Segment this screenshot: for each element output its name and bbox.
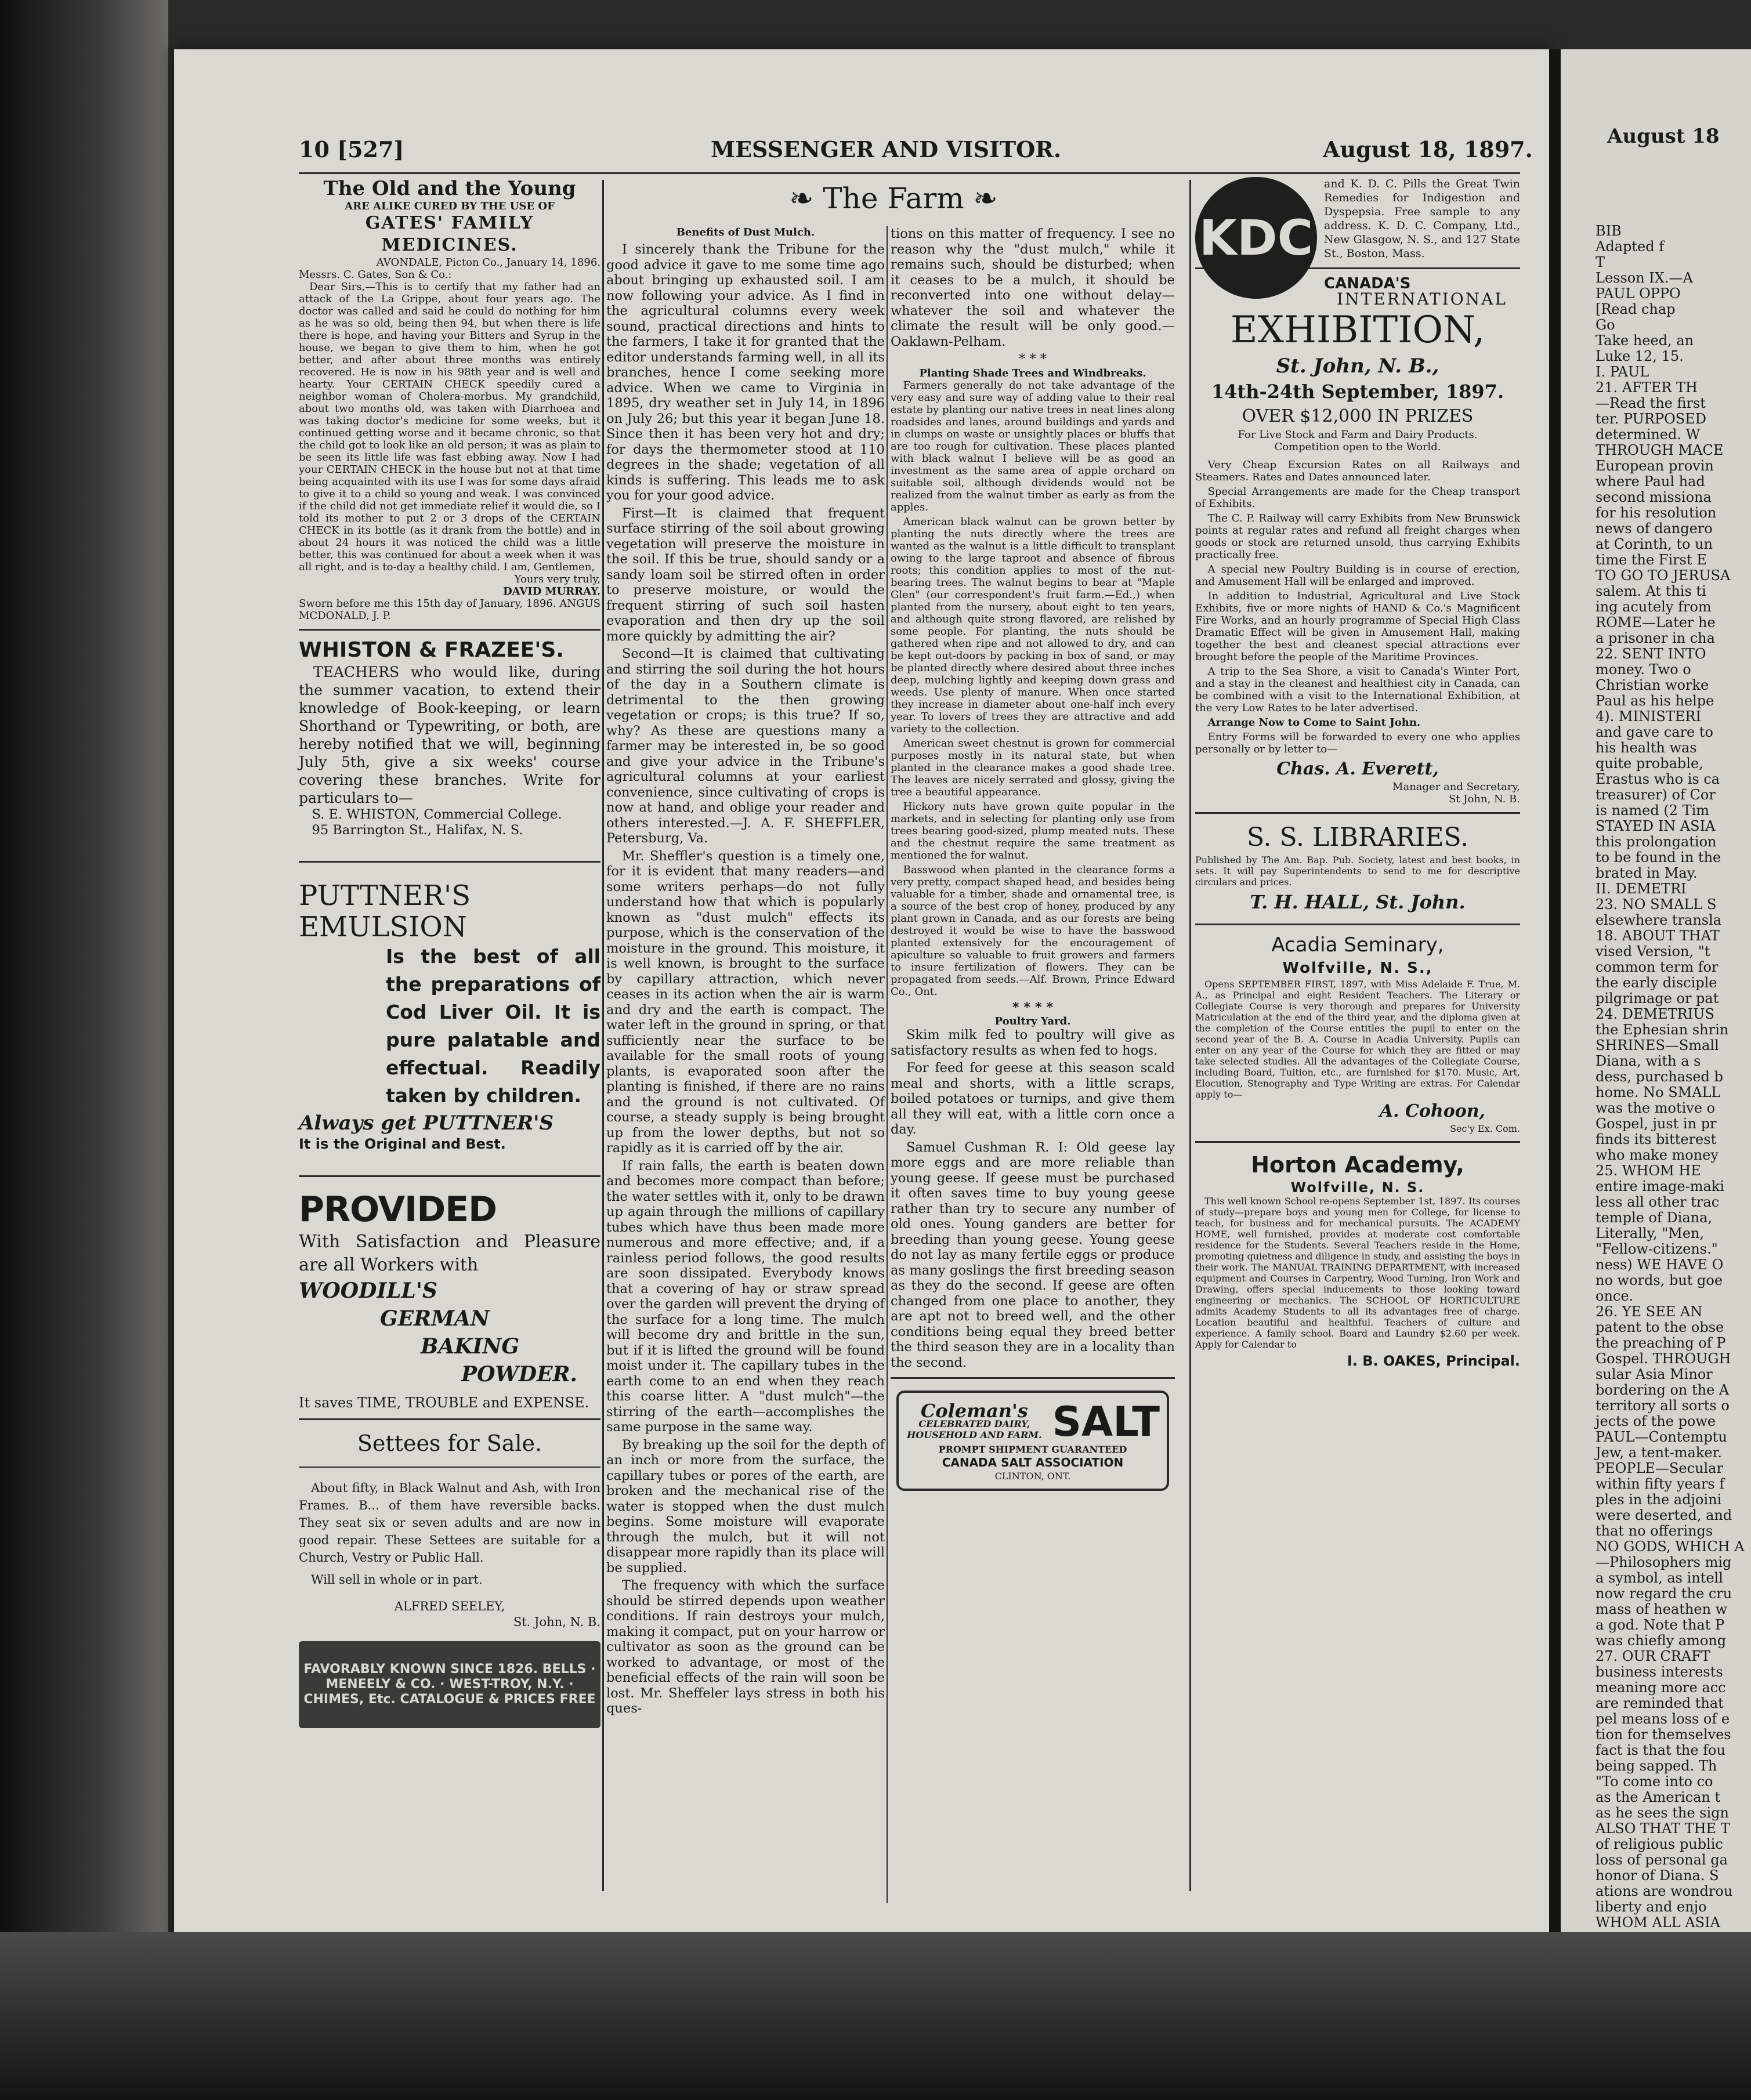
article-paragraph: By breaking up the soil for the depth of an inch or more from the surface, the capillary tubes or pores of the earth, are broken and the mechanical rise of the water is stopped when the dust mulch begins. Some moisture will evaporate through the mulch, but it will not disappear more rapidly than its place will be supplied. bbox=[606, 1437, 885, 1576]
next-page-line: the Ephesian shrin bbox=[1596, 1022, 1729, 1038]
next-page-line: of religious public bbox=[1596, 1836, 1723, 1852]
everett-place: St John, N. B. bbox=[1449, 793, 1520, 805]
next-page-line: Take heed, an bbox=[1596, 332, 1694, 349]
farm-heading-text: The Farm bbox=[823, 182, 964, 215]
next-page-line: II. DEMETRI bbox=[1596, 881, 1687, 897]
next-page-line: STAYED IN ASIA bbox=[1596, 818, 1716, 834]
next-page-line: the preaching of P bbox=[1596, 1335, 1726, 1351]
page-gutter bbox=[1549, 49, 1561, 1943]
horton-place: Wolfville, N. S. bbox=[1290, 1179, 1425, 1196]
salt-prompt: PROMPT SHIPMENT GUARANTEED bbox=[938, 1444, 1127, 1455]
next-page-line: that no offerings bbox=[1596, 1523, 1713, 1539]
next-page-line: pilgrimage or pat bbox=[1596, 990, 1719, 1006]
article-paragraph: Samuel Cushman R. I: Old geese lay more eggs and are more reliable than young geese. If geese must be purchased it often saves time to buy young geese rather than try to secure any number of old ones. Young ganders are better for breeding than young geese. Young geese do not lay as many fertile eggs or produce as many goslings the first breeding season as they do the second. If geese are often changed from one place to another, they are apt not to breed well, and the other conditions being equal they breed better the third season they are in a locality than the second. bbox=[891, 1139, 1175, 1370]
gates-signoff: Yours very truly, bbox=[514, 573, 600, 585]
everett-name: Chas. A. Everett, bbox=[1276, 759, 1439, 779]
salt-place: CLINTON, ONT. bbox=[994, 1470, 1071, 1482]
everett-role: Manager and Secretary, bbox=[1392, 781, 1520, 793]
header-rule bbox=[299, 172, 1520, 174]
newspaper-page bbox=[174, 49, 1549, 1943]
puttner-ad bbox=[299, 880, 600, 1152]
next-page-line: meaning more acc bbox=[1596, 1679, 1726, 1696]
column-shade-trees bbox=[891, 226, 1175, 1906]
next-page-line: Jew, a tent-maker. bbox=[1596, 1444, 1723, 1461]
next-page-line: 25. WHOM HE bbox=[1596, 1163, 1701, 1179]
article-paragraph: Second—It is claimed that cultivating and stirring the soil during the hot hours of the day in a Southern climate is detrimental to the then growing vegetation or crops; is this true? If so, why? As these are questions many a farmer may be interested in, be so good and give your advice in the Tribune's agricultural columns at your earliest convenience, since cultivating of crops is now at hand, and oblige your reader and others interested.—J. A. F. SHEFFLER, Petersburg, Va. bbox=[606, 646, 885, 846]
exhibition-for-live: For Live Stock and Farm and Dairy Products. bbox=[1238, 429, 1478, 441]
poultry-title: Poultry Yard. bbox=[994, 1015, 1071, 1027]
ss-libraries-title: S. S. LIBRARIES. bbox=[1246, 823, 1469, 852]
hall-signature: T. H. HALL, St. John. bbox=[1250, 891, 1466, 913]
kdc-text: and K. D. C. Pills the Great Twin Remedies for Indigestion and Dyspepsia. Free sample to any address. K. D. C. Company, Ltd., New Glasgow, N. S., and 127 State St., Boston, Mass. bbox=[1324, 178, 1520, 260]
cohoon-name: A. Cohoon, bbox=[1379, 1101, 1485, 1121]
exhibition-international: INTERNATIONAL bbox=[1337, 289, 1507, 309]
next-page-line: who make money bbox=[1596, 1147, 1719, 1163]
next-page-line: Diana, with a s bbox=[1596, 1053, 1701, 1069]
woodill: WOODILL'S bbox=[299, 1278, 437, 1303]
settees-title: Settees for Sale. bbox=[357, 1430, 542, 1456]
article-paragraph: Mr. Sheffler's question is a timely one, for it is evident that many readers—and some writers perhaps—do not fully understand how that which is popularly known as "dust mulch" effects its purpose, which is the conservation of the moisture in the ground. This moisture, it is well known, is brought to the surface by capillary attraction, which never ceases in its action when the air is warm and dry and the earth is compact. The water left in the ground in spring, or that sufficiently near the surface to be available for the small roots of young plants, is evaporated soon after the planting is finished, if there are no rains and the ground is not cultivated. Of course, a steady supply is being brought up from the lower depths, but not so rapidly as it is carried off by the air. bbox=[606, 848, 885, 1156]
next-page-line: —Philosophers mig bbox=[1596, 1554, 1732, 1570]
article-paragraph: For feed for geese at this season scald meal and shorts, with a little scraps, boiled potatoes or turnips, and give them all they will eat, with a little corn once a day. bbox=[891, 1060, 1175, 1137]
next-page-line: ALSO THAT THE T bbox=[1596, 1820, 1730, 1837]
next-page-line: loss of personal ga bbox=[1596, 1852, 1728, 1868]
gates-sworn: Sworn before me this 15th day of January, 1896. ANGUS MCDONALD, J. P. bbox=[299, 598, 600, 622]
next-page-line: as the American t bbox=[1596, 1789, 1721, 1805]
next-page-line: treasurer) of Cor bbox=[1596, 787, 1716, 803]
next-page-line: —Read the first bbox=[1596, 395, 1706, 411]
article-paragraph: tions on this matter of frequency. I see no reason why the "dust mulch," while it remains such, should be disturbed; when it ceases to be a mulch, it should be reconverted into one without delay—whatever the soil and whatever the climate the result will be only good.—Oaklawn-Pelham. bbox=[891, 226, 1175, 349]
fleuron-icon: ❧ bbox=[964, 182, 998, 215]
whiston-sign2: 95 Barrington St., Halifax, N. S. bbox=[312, 822, 523, 838]
powder: POWDER. bbox=[461, 1362, 577, 1386]
puttner-title-2: EMULSION bbox=[299, 911, 467, 943]
next-page-line: now regard the cru bbox=[1596, 1585, 1732, 1602]
next-page-line: bordering on the A bbox=[1596, 1382, 1730, 1398]
column-rule-3 bbox=[1189, 180, 1191, 1891]
divider bbox=[299, 1418, 600, 1420]
next-page-line: this prolongation bbox=[1596, 834, 1717, 850]
next-page-line: ness) WE HAVE O bbox=[1596, 1257, 1724, 1273]
next-page-line: WHOM ALL ASIA bbox=[1596, 1914, 1720, 1931]
provided-body: With Satisfaction and Pleasure are all Workers with bbox=[299, 1231, 600, 1275]
next-page-line: his health was bbox=[1596, 740, 1697, 756]
next-page-line: ples in the adjoini bbox=[1596, 1491, 1722, 1508]
next-page-line: Go bbox=[1596, 317, 1615, 333]
next-page-line: business interests bbox=[1596, 1664, 1723, 1680]
article-paragraph: American sweet chestnut is grown for commercial purposes mostly in its natural state, but when planted in the clearance makes a good shade tree. The leaves are nicely serrated and glossy, giving the tree a beautiful appearance. bbox=[891, 737, 1175, 798]
next-page-line: was chiefly among bbox=[1596, 1632, 1727, 1649]
divider bbox=[1195, 812, 1520, 814]
next-page-line: tion for themselves bbox=[1596, 1726, 1731, 1743]
next-page-line: Erastus who is ca bbox=[1596, 771, 1720, 787]
next-page-line: Literally, "Men, bbox=[1596, 1225, 1705, 1241]
next-page-line: determined. W bbox=[1596, 426, 1701, 443]
gates-title: The Old and the Young bbox=[323, 177, 576, 200]
gates-addressee: Messrs. C. Gates, Son & Co.: bbox=[299, 269, 452, 281]
gates-subtitle: ARE ALIKE CURED BY THE USE OF bbox=[345, 200, 555, 212]
next-page-line: to be found in the bbox=[1596, 849, 1721, 866]
next-page-line: 24. DEMETRIUS bbox=[1596, 1006, 1714, 1022]
kdc-logo: KDC bbox=[1195, 177, 1317, 299]
next-page-line: time the First E bbox=[1596, 552, 1707, 568]
exhibition-dates: 14th-24th September, 1897. bbox=[1211, 381, 1504, 403]
next-page-line: vised Version, "t bbox=[1596, 943, 1710, 960]
next-page-line: 26. YE SEE AN bbox=[1596, 1304, 1703, 1320]
provided-title: PROVIDED bbox=[299, 1189, 497, 1230]
gates-name: GATES' FAMILY MEDICINES. bbox=[365, 213, 534, 255]
next-page-line: elsewhere transla bbox=[1596, 912, 1722, 928]
next-page-line: [Read chap bbox=[1596, 301, 1676, 317]
salt-sub: CELEBRATED DAIRY, HOUSEHOLD AND FARM. bbox=[907, 1418, 1042, 1441]
column-rule-2 bbox=[887, 226, 888, 1903]
page-number: 10 [527] bbox=[299, 136, 404, 162]
next-page-line: was the motive o bbox=[1596, 1100, 1716, 1116]
next-page-line: jects of the powe bbox=[1596, 1413, 1716, 1429]
next-page-line: the early disciple bbox=[1596, 975, 1717, 991]
german: GERMAN bbox=[380, 1306, 490, 1331]
horton-title: Horton Academy, bbox=[1251, 1152, 1464, 1178]
next-page-line: ations are wondrou bbox=[1596, 1883, 1733, 1899]
settees-sign2: St. John, N. B. bbox=[513, 1614, 600, 1629]
next-page-line: Christian worke bbox=[1596, 677, 1709, 693]
next-page-line: is named (2 Tim bbox=[1596, 802, 1710, 819]
divider bbox=[299, 861, 600, 863]
next-page-line: once. bbox=[1596, 1288, 1634, 1304]
article-paragraph: Skim milk fed to poultry will give as satisfactory results as when fed to hogs. bbox=[891, 1027, 1175, 1058]
next-page-line: at Corinth, to un bbox=[1596, 536, 1713, 552]
column-advertisements-left bbox=[299, 177, 600, 1906]
puttner-always: Always get PUTTNER'S bbox=[299, 1111, 554, 1135]
next-page-line: Gospel, just in pr bbox=[1596, 1116, 1717, 1132]
exhibition-place: St. John, N. B., bbox=[1276, 354, 1439, 378]
next-page-line: Gospel. THROUGH bbox=[1596, 1350, 1731, 1367]
shade-trees-title: Planting Shade Trees and Windbreaks. bbox=[919, 367, 1146, 379]
next-page-line: salem. At this ti bbox=[1596, 583, 1706, 599]
next-page-line: second missiona bbox=[1596, 489, 1712, 505]
next-page-line: a god. Note that P bbox=[1596, 1617, 1725, 1633]
exhibition-paragraph: A special new Poultry Building is in course of erection, and Amusement Hall will be enlarged and improved. bbox=[1195, 563, 1520, 588]
whiston-title: WHISTON & FRAZEE'S. bbox=[299, 638, 564, 662]
divider bbox=[299, 629, 600, 631]
exhibition-paragraph: Special Arrangements are made for the Cheap transport of Exhibits. bbox=[1195, 486, 1520, 510]
baking: BAKING bbox=[421, 1334, 520, 1359]
kdc-ad bbox=[1195, 177, 1520, 266]
next-page-line: brated in May. bbox=[1596, 865, 1698, 881]
article-paragraph: First—It is claimed that frequent surface stirring of the soil about growing vegetation will preserve the moisture in the soil. If this be true, should sandy or a sandy loam soil be stirred often in order to preserve moisture, or would the frequent stirring of such soil hasten evaporation and then dry up the soil more quickly by admitting the air? bbox=[606, 505, 885, 644]
salt-brand: Coleman's bbox=[920, 1399, 1028, 1422]
dust-mulch-title: Benefits of Dust Mulch. bbox=[676, 226, 815, 238]
column-dust-mulch bbox=[606, 226, 885, 1906]
next-page-line: T bbox=[1596, 254, 1605, 270]
acadia-title: Acadia Seminary, bbox=[1271, 933, 1444, 957]
masthead: MESSENGER AND VISITOR. bbox=[711, 136, 1062, 162]
exhibition-paragraph: Entry Forms will be forwarded to every one who applies personally or by letter to— bbox=[1195, 731, 1520, 755]
next-page-line: money. Two o bbox=[1596, 661, 1691, 678]
exhibition-competition: Competition open to the World. bbox=[1274, 441, 1441, 453]
next-page-line: quite probable, bbox=[1596, 755, 1703, 772]
divider bbox=[1195, 1141, 1520, 1143]
whiston-body: TEACHERS who would like, during the summer vacation, to extend their knowledge of Book-keeping, or learn Shorthand or Typewriting, or both, are hereby notified that we will, beginning July 5th, give a six weeks' course covering these branches. Write for particulars to— bbox=[299, 664, 600, 806]
next-page-line: where Paul had bbox=[1596, 473, 1705, 490]
next-page-line: mass of heathen w bbox=[1596, 1601, 1728, 1617]
next-page-line: PEOPLE—Secular bbox=[1596, 1460, 1723, 1476]
section-stars: * * * * bbox=[1012, 1000, 1054, 1015]
next-page-line: were deserted, and bbox=[1596, 1507, 1732, 1523]
salt-ad bbox=[896, 1391, 1169, 1491]
oakes-signature: I. B. OAKES, Principal. bbox=[1347, 1352, 1520, 1369]
next-page-line: THROUGH MACE bbox=[1596, 442, 1724, 458]
next-page-line: 18. ABOUT THAT bbox=[1596, 928, 1720, 944]
article-paragraph: Basswood when planted in the clearance forms a very pretty, compact shaped head, and besides being valuable for a timber, shade and ornamental tree, is a source of the best crop of honey, produced by any plant grown in Canada, and as our forests are being destroyed it would be wise to have the basswood planted extensively for the encouragement of apiculture so valuable to fruit growers and farmers to insure fertilization of flowers. They can be propagated from seeds.—Alf. Brown, Prince Edward Co., Ont. bbox=[891, 863, 1175, 998]
next-page-line: TO GO TO JERUSA bbox=[1596, 567, 1731, 584]
article-paragraph: Hickory nuts have grown quite popular in the markets, and in selecting for planting only use from trees bearing good-sized, plump meated nuts. These and the chestnut require the same treatment as mentioned the for walnut. bbox=[891, 800, 1175, 861]
next-page-line: home. No SMALL bbox=[1596, 1084, 1721, 1100]
article-paragraph: If rain falls, the earth is beaten down and becomes more compact than before; the water settles with it, only to be drawn up again through the millions of capillary tubes which have thus been made more numerous and more effective; and, if a rainless period follows, the good results are soon dissipated. Everybody knows that a covering of hay or straw spread over the garden will prevent the drying of the surface for a long time. The mulch will become dry and brittle in the sun, but if it is lifted the ground will be found moist under it. The capillary tubes in the earth come to an end when they reach this coarse litter. A "dust mulch"—the stirring of the earth—accomplishes the same purpose in the same way. bbox=[606, 1158, 885, 1435]
next-page-line: PAUL OPPO bbox=[1596, 285, 1681, 302]
acadia-place: Wolfville, N. S., bbox=[1282, 960, 1433, 977]
article-paragraph: Farmers generally do not take advantage of the very easy and sure way of adding value to their real estate by planting our native trees in neat lines along roadsides and lanes, around buildings and yards and in clumps on waste or unsightly places or bluffs that are too rough for cultivation. These places planted with black walnut I believe will be as good an investment as the same area of apple orchard on suitable soil, although dividends would not be realized from the walnut timber as early as from the apples. bbox=[891, 379, 1175, 513]
fleuron-icon: ❧ bbox=[789, 182, 823, 215]
next-page-line: NO GODS, WHICH A bbox=[1596, 1538, 1745, 1555]
exhibition-paragraph: The C. P. Railway will carry Exhibits from New Brunswick points at regular rates and refund all freight charges when goods or stock are returned unsold, thus carrying Exhibits practically free. bbox=[1195, 512, 1520, 561]
next-page-line: 22. SENT INTO bbox=[1596, 646, 1706, 662]
next-page-line: Adapted f bbox=[1596, 238, 1665, 255]
next-page-line: 23. NO SMALL S bbox=[1596, 896, 1717, 913]
next-page-line: a symbol, as intell bbox=[1596, 1570, 1723, 1586]
next-page-line: liberty and enjo bbox=[1596, 1899, 1707, 1915]
divider bbox=[299, 1467, 600, 1468]
divider bbox=[891, 1377, 1175, 1379]
next-page-line: sular Asia Minor bbox=[1596, 1366, 1713, 1382]
exhibition-title: EXHIBITION, bbox=[1230, 309, 1485, 352]
next-page-line: "Fellow-citizens." bbox=[1596, 1241, 1718, 1257]
next-page-line: for his resolution bbox=[1596, 505, 1717, 521]
scan-border-bottom bbox=[0, 1932, 1751, 2100]
next-page-line: 21. AFTER TH bbox=[1596, 379, 1698, 396]
next-page-column bbox=[1596, 223, 1751, 1940]
farm-section-heading bbox=[606, 180, 1181, 217]
column-advertisements-right bbox=[1195, 177, 1520, 1906]
column-rule-1 bbox=[602, 180, 604, 1891]
next-page-line: ing acutely from bbox=[1596, 599, 1712, 615]
exhibition-canada: CANADA'S bbox=[1324, 275, 1411, 292]
next-page-line: Lesson IX.—A bbox=[1596, 270, 1693, 286]
next-page-line: within fifty years f bbox=[1596, 1476, 1725, 1492]
next-page-line: Paul as his helpe bbox=[1596, 693, 1714, 709]
next-page-line: patent to the obse bbox=[1596, 1319, 1724, 1335]
cohoon-role: Sec'y Ex. Com. bbox=[1450, 1123, 1520, 1134]
settees-sell: Will sell in whole or in part. bbox=[311, 1572, 483, 1587]
next-page-line: fact is that the fou bbox=[1596, 1742, 1725, 1758]
puttner-body: Is the best of all the preparations of Cod Liver Oil. It is pure palatable and effectual. Readily taken by children. bbox=[386, 945, 600, 1107]
gates-dateline: AVONDALE, Picton Co., January 14, 1896. bbox=[376, 256, 600, 269]
puttner-title-1: PUTTNER'S bbox=[299, 879, 471, 912]
next-page-line: as he sees the sign bbox=[1596, 1805, 1729, 1821]
next-page-line: territory all sorts o bbox=[1596, 1397, 1730, 1414]
salt-word: SALT bbox=[1052, 1398, 1160, 1446]
next-page-line: being sapped. Th bbox=[1596, 1758, 1717, 1774]
next-page-line: temple of Diana, bbox=[1596, 1210, 1713, 1226]
next-page-line: BIB bbox=[1596, 223, 1622, 239]
ss-libraries-body: Published by The Am. Bap. Pub. Society, latest and best books, in sets. It will pay Superintendents to send to me for descriptive circulars and prices. bbox=[1195, 855, 1520, 888]
next-page-line: I. PAUL bbox=[1596, 364, 1649, 380]
next-page-line: finds its bitterest bbox=[1596, 1131, 1717, 1147]
next-page-line: PAUL—Contemptu bbox=[1596, 1429, 1727, 1445]
salt-association: CANADA SALT ASSOCIATION bbox=[942, 1455, 1124, 1469]
exhibition-prizes: OVER $12,000 IN PRIZES bbox=[1242, 406, 1474, 426]
exhibition-paragraph: A trip to the Sea Shore, a visit to Canada's Winter Port, and a stay in the cleanest and healthiest city in Canada, can be combined with a visit to the International Exhibition, at the very Low Rates to be later advertised. bbox=[1195, 665, 1520, 714]
next-page-line: entire image-maki bbox=[1596, 1178, 1724, 1194]
next-page-line: no words, but goe bbox=[1596, 1272, 1723, 1288]
provided-saves: It saves TIME, TROUBLE and EXPENSE. bbox=[299, 1394, 589, 1411]
next-page-line: dess, purchased b bbox=[1596, 1069, 1723, 1085]
next-page-line: SHRINES—Small bbox=[1596, 1037, 1719, 1053]
adjacent-page bbox=[1561, 49, 1751, 1943]
next-page-line: a prisoner in cha bbox=[1596, 630, 1715, 646]
section-stars: * * * bbox=[1018, 352, 1047, 367]
next-page-line: common term for bbox=[1596, 959, 1719, 975]
next-page-line: "To come into co bbox=[1596, 1773, 1713, 1790]
exhibition-paragraph: In addition to Industrial, Agricultural and Live Stock Exhibits, five or more nights of HAND & Co.'s Magnificent Fire Works, and an hourly programme of Special High Class Dramatic Effect will be given in Amusement Hall, making together the best and cleanest special attractions ever brought before the people of the Maritime Provinces. bbox=[1195, 590, 1520, 663]
next-page-line: honor of Diana. S bbox=[1596, 1867, 1719, 1884]
article-paragraph: American black walnut can be grown better by planting the nuts directly where the trees are wanted as the walnut is a little difficult to transplant owing to the large taproot and absence of fibrous roots; this condition applies to most of the nut-bearing trees. The walnut begins to bear at "Maple Glen" (our correspondent's fruit farm.—Ed.,) when planted from the nursery, about eight to ten years, and although quite strong flavored, are relished by some people. For planting, the nuts should be gathered when ripe and not allowed to dry, and can be kept out-doors by packing in box of sand, or may be planted directly where desired about three inches deep, mulching lightly and keeping down grass and weeds. Use plenty of manure. When once started they increase in diameter about one-half inch every year. To lovers of trees they are attractive and add variety to the collection. bbox=[891, 515, 1175, 735]
puttner-original: It is the Original and Best. bbox=[299, 1136, 506, 1152]
next-page-line: 27. OUR CRAFT bbox=[1596, 1648, 1710, 1664]
settees-body: About fifty, in Black Walnut and Ash, with Iron Frames. B... of them have reversible backs. They seat six or seven adults and are now in good repair. These Settees are suitable for a Church, Vestry or Public Hall. bbox=[299, 1480, 600, 1565]
next-page-date: August 18 bbox=[1607, 125, 1720, 148]
divider bbox=[1195, 924, 1520, 925]
next-page-line: and gave care to bbox=[1596, 724, 1713, 740]
next-page-line: European provin bbox=[1596, 458, 1714, 474]
acadia-body: Opens SEPTEMBER FIRST, 1897, with Miss Adelaide F. True, M. A., as Principal and eight Resident Teachers. The Literary or Collegiate Course is very thorough and prepares for University Matriculation at the end of the third year, and the diploma given at the completion of the Course entitles the pupil to enter on the second year of the B. A. Course in Acadia University. Pupils can enter on any year of the Course for which they are fitted or may take selected studies. All the advantages of the Collegiate Course, including Board, Tuition, etc., are furnished for $170. Music, Art, Elocution, Stenography and Type Writing are extras. For Calendar apply to— bbox=[1195, 979, 1520, 1100]
next-page-line: pel means loss of e bbox=[1596, 1711, 1730, 1727]
gates-signature: DAVID MURRAY. bbox=[503, 585, 600, 598]
next-page-line: news of dangero bbox=[1596, 520, 1713, 537]
scan-border-left bbox=[0, 0, 168, 2100]
divider bbox=[299, 1175, 600, 1177]
bells-ad: FAVORABLY KNOWN SINCE 1826. BELLS · MENEELY & CO. · WEST-TROY, N.Y. · CHIMES, Etc. CATALOGUE & PRICES FREE bbox=[299, 1641, 600, 1728]
next-page-line: Luke 12, 15. bbox=[1596, 348, 1684, 364]
exhibition-paragraph: Very Cheap Excursion Rates on all Railways and Steamers. Rates and Dates announced later. bbox=[1195, 459, 1520, 483]
page-header bbox=[174, 125, 1549, 177]
whiston-sign1: S. E. WHISTON, Commercial College. bbox=[312, 807, 562, 822]
next-page-line: 4). MINISTERI bbox=[1596, 708, 1701, 725]
next-page-line: less all other trac bbox=[1596, 1194, 1720, 1210]
issue-date: August 18, 1897. bbox=[1323, 136, 1533, 162]
next-page-line: ter. PURPOSED bbox=[1596, 411, 1706, 427]
exhibition-paragraph: Arrange Now to Come to Saint John. bbox=[1207, 716, 1421, 729]
settees-sign1: ALFRED SEELEY, bbox=[394, 1599, 505, 1613]
article-paragraph: I sincerely thank the Tribune for the good advice it gave to me some time ago about bringing up exhausted soil. I am now following your advice. As I find in the agricultural columns every week sound, practical directions and hints to the farmers, I take it for granted that the editor understands farming well, in all its branches, hence I come seeking more advice. When we came to Virginia in 1895, dry weather set in July 14, in 1896 on July 26; but this year it began June 18. Since then it has been very hot and dry; for days the thermometer stood at 110 degrees in the shade; vegetation of all kinds is suffering. This leads me to ask you for your good advice. bbox=[606, 242, 885, 503]
next-page-line: ROME—Later he bbox=[1596, 614, 1716, 631]
horton-body: This well known School re-opens September 1st, 1897. Its courses of study—prepare boys and young men for College, for license to teach, for business and for mechanical pursuits. The ACADEMY HOME, well furnished, provides at moderate cost comfortable residence for the Students. Several Teachers reside in the Home, promoting quietness and diligence in study, and assisting the boys in their work. The MANUAL TRAINING DEPARTMENT, with increased equipment and Courses in Carpentry, Wood Turning, Iron Work and Drawing, offers special inducements to those looking toward engineering or mechanics. The SCHOOL OF HORTICULTURE admits Academy Students to all its advantages free of charge. Location beautiful and healthful. Teachers of culture and experience. A family school. Board and Laundry $2.60 per week. Apply for Calendar to bbox=[1195, 1195, 1520, 1350]
article-paragraph: The frequency with which the surface should be stirred depends upon weather conditions. If rain destroys your mulch, making it compact, put on your harrow or cultivator as soon as the ground can be worked to advantage, or most of the beneficial effects of the rain will soon be lost. Mr. Sheffeler lays stress in both his ques- bbox=[606, 1578, 885, 1716]
gates-letter: Dear Sirs,—This is to certify that my father had an attack of the La Grippe, about four years ago. The doctor was called and said he could do nothing for him as he was so old, being then 94, but when there is life there is hope, and having your Bitters and Syrup in the house, we began to give them to him, when he got better, and after about three months was entirely recovered. He is now in his 98th year and is well and hearty. Your CERTAIN CHECK speedily cured a neighbor woman of Cholera-morbus. My grandchild, about two months old, was taken with Diarrhoea and was taking doctor's medicine for some weeks, but it continued getting worse and it became chronic, so that the child got to look like an old person; it was as plain to be seen its little life was fast ebbing away. Now I had your CERTAIN CHECK in the house but not at that time being acquainted with its use I was for some days afraid to give it to a child so young and weak. I was convinced if the child did not get immediate relief it would die, so I told its mother to put 2 or 3 drops of the CERTAIN CHECK in its bottle (as it drank from the bottle) and in about 24 hours it was noticed the child was a little better, this was continued for about a week when it was all right, and is to-day a healthy child. I am, Gentlemen, bbox=[299, 281, 600, 573]
next-page-line: are reminded that bbox=[1596, 1695, 1724, 1711]
